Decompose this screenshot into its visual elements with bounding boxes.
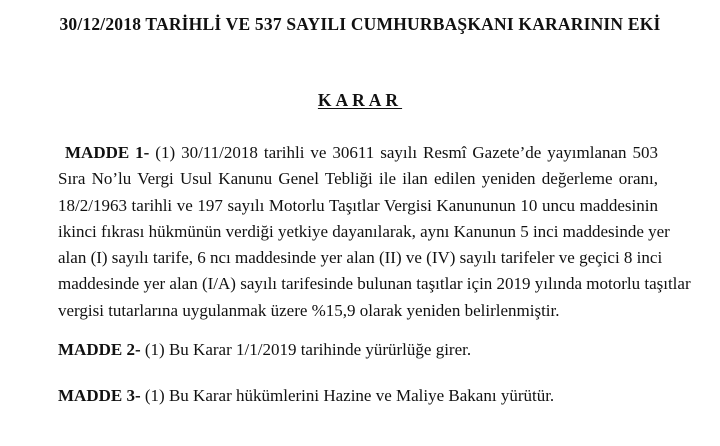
madde-1-text-line-1: (1) 30/11/2018 tarihli ve 30611 sayılı Resmî Gazete’de yayımlanan 503 [155,143,658,162]
madde-1-line-1 [58,140,658,166]
madde-1-line-6: maddesinde yer alan (I/A) sayılı tarifesinde bulunan taşıtlar için 2019 yılında motorlu taşıtlar [58,274,691,294]
madde-1-line-3: 18/2/1963 tarihli ve 197 sayılı Motorlu Taşıtlar Vergisi Kanununun 10 uncu maddesinin [58,195,658,215]
madde-1-paragraph [58,140,691,324]
madde-1-line-7: vergisi tutarlarına uygulanmak üzere %15,9 olarak yeniden belirlenmiştir. [58,300,560,320]
madde-3-paragraph [58,383,658,409]
madde-1-line-5: alan (I) sayılı tarife, 6 ncı maddesinde yer alan (II) ve (IV) sayılı tarifeler ve geçici 8 inci [58,248,663,268]
karar-heading: KARAR [317,90,403,110]
document-title: 30/12/2018 TARİHLİ VE 537 SAYILI CUMHURBAŞKANI KARARININ EKİ [59,14,661,34]
madde-2-paragraph [58,337,658,363]
madde-2-label: MADDE 2- [58,340,141,359]
madde-1-line-4: ikinci fıkrası hükmünün verdiği yetkiye dayanılarak, aynı Kanunun 5 inci maddesinde yer [58,221,670,241]
madde-3-text: (1) Bu Karar hükümlerini Hazine ve Maliye Bakanı yürütür. [144,386,555,405]
madde-2-text: (1) Bu Karar 1/1/2019 tarihinde yürürlüğe girer. [144,340,472,359]
madde-1-label: MADDE 1- [65,143,150,162]
madde-1-line-2: Sıra No’lu Vergi Usul Kanunu Genel Tebliği ile ilan edilen yeniden değerleme oranı, [58,169,658,189]
madde-3-label: MADDE 3- [58,386,141,405]
